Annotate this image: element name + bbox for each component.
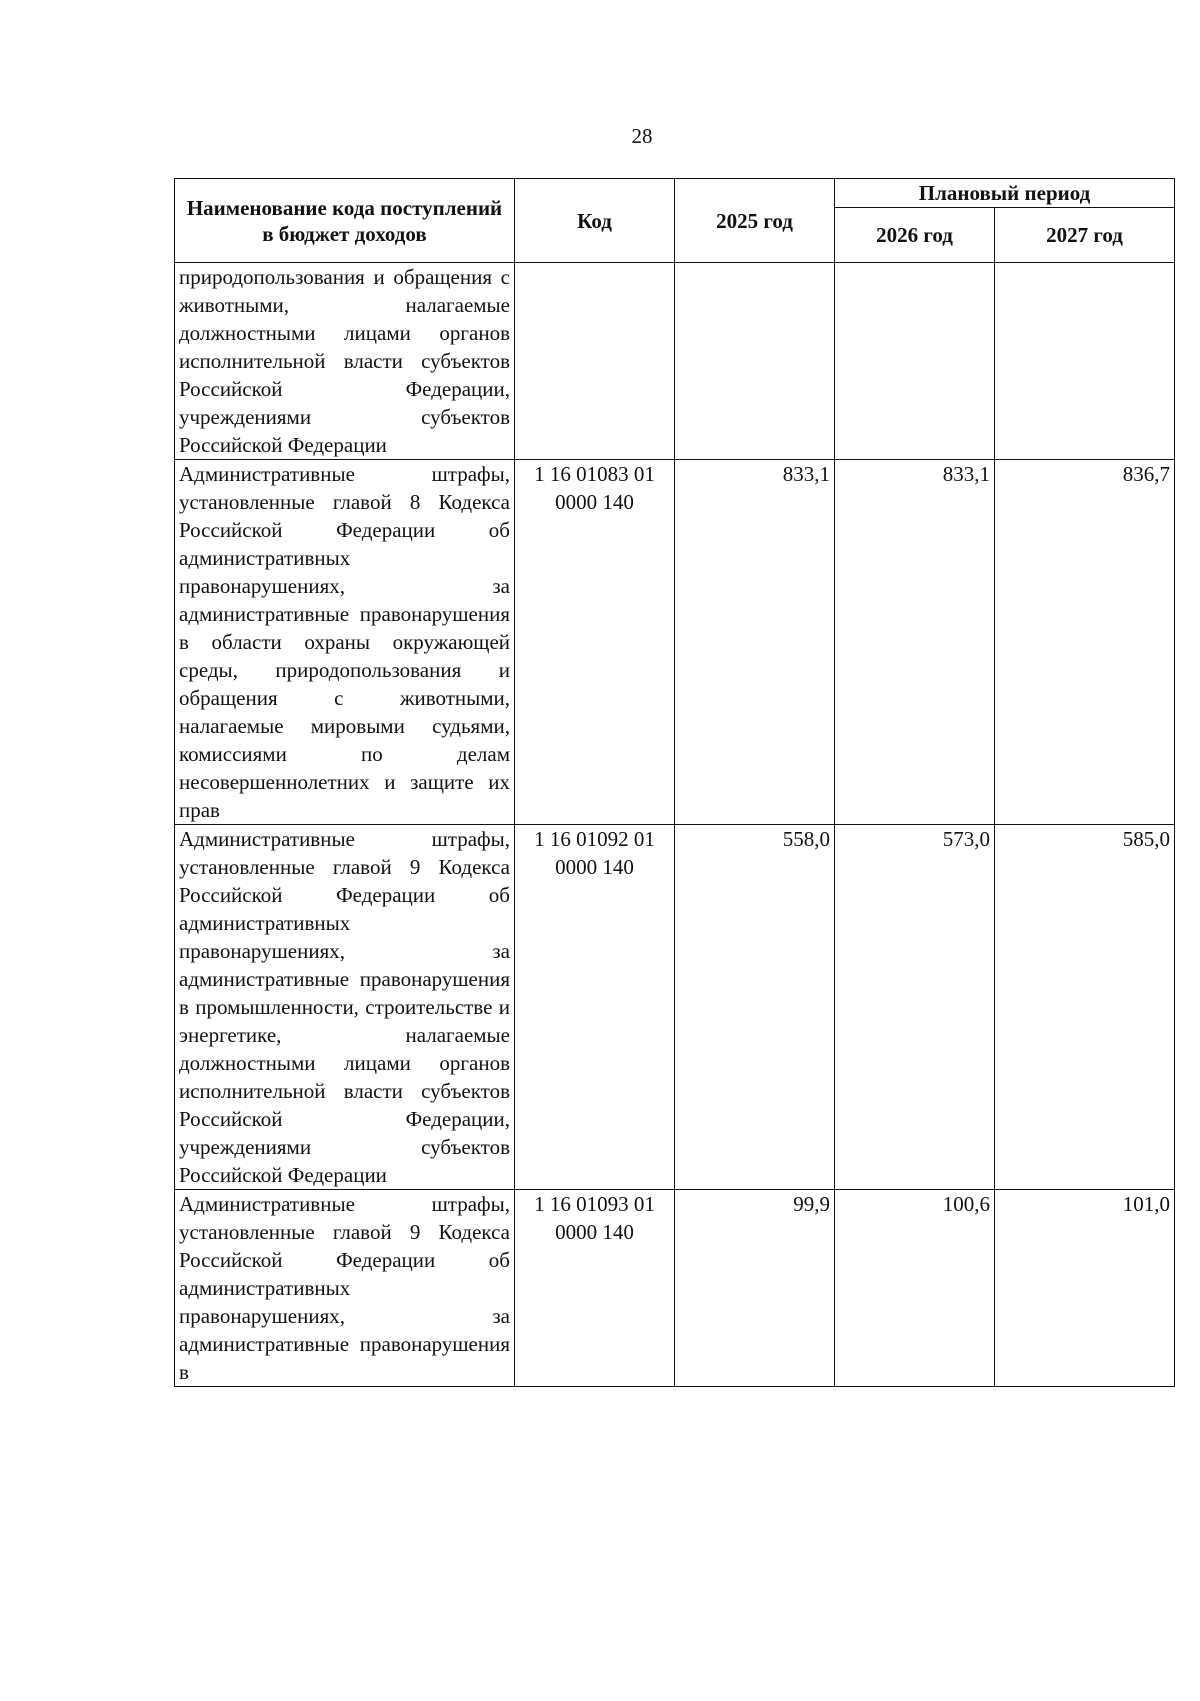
row-value-2027: 836,7: [995, 460, 1175, 825]
table-row: [175, 825, 1175, 1190]
row-value-2026: 833,1: [835, 460, 995, 825]
row-name: Административные штрафы, установленные главой 9 Кодекса Российской Федерации об административных правонарушениях, за административные правонарушения в: [175, 1190, 515, 1387]
page-number: 28: [631, 124, 653, 148]
row-code: 1 16 01083 01 0000 140: [515, 460, 675, 825]
header-2025: 2025 год: [675, 179, 835, 263]
table-row: [175, 1190, 1175, 1387]
row-value-2026: [835, 263, 995, 460]
row-code: [515, 263, 675, 460]
row-name: Административные штрафы, установленные главой 8 Кодекса Российской Федерации об административных правонарушениях, за административные правонарушения в области охраны окружающей среды, природопользования и обращения с животными, налагаемые мировыми судьями, комиссиями по делам несовершеннолетних и защите их прав: [175, 460, 515, 825]
row-value-2025: [675, 263, 835, 460]
header-name: Наименование кода поступлений в бюджет доходов: [175, 179, 515, 263]
row-code: 1 16 01093 01 0000 140: [515, 1190, 675, 1387]
row-name: Административные штрафы, установленные главой 9 Кодекса Российской Федерации об административных правонарушениях, за административные правонарушения в промышленности, строительстве и энергетике, налагаемые должностными лицами органов исполнительной власти субъектов Российской Федерации, учреждениями субъектов Российской Федерации: [175, 825, 515, 1190]
table-row: [175, 263, 1175, 460]
row-value-2027: [995, 263, 1175, 460]
row-value-2027: 101,0: [995, 1190, 1175, 1387]
header-planned-period: Плановый период: [835, 179, 1175, 208]
header-2026: 2026 год: [835, 208, 995, 263]
row-code: 1 16 01092 01 0000 140: [515, 825, 675, 1190]
row-value-2027: 585,0: [995, 825, 1175, 1190]
header-2027: 2027 год: [995, 208, 1175, 263]
table-row: [175, 460, 1175, 825]
row-value-2025: 833,1: [675, 460, 835, 825]
budget-revenue-table: [174, 178, 1175, 1387]
row-value-2025: 99,9: [675, 1190, 835, 1387]
row-value-2026: 573,0: [835, 825, 995, 1190]
header-code: Код: [515, 179, 675, 263]
row-value-2025: 558,0: [675, 825, 835, 1190]
row-value-2026: 100,6: [835, 1190, 995, 1387]
row-name: природопользования и обращения с животными, налагаемые должностными лицами органов исполнительной власти субъектов Российской Федерации, учреждениями субъектов Российской Федерации: [175, 263, 515, 460]
